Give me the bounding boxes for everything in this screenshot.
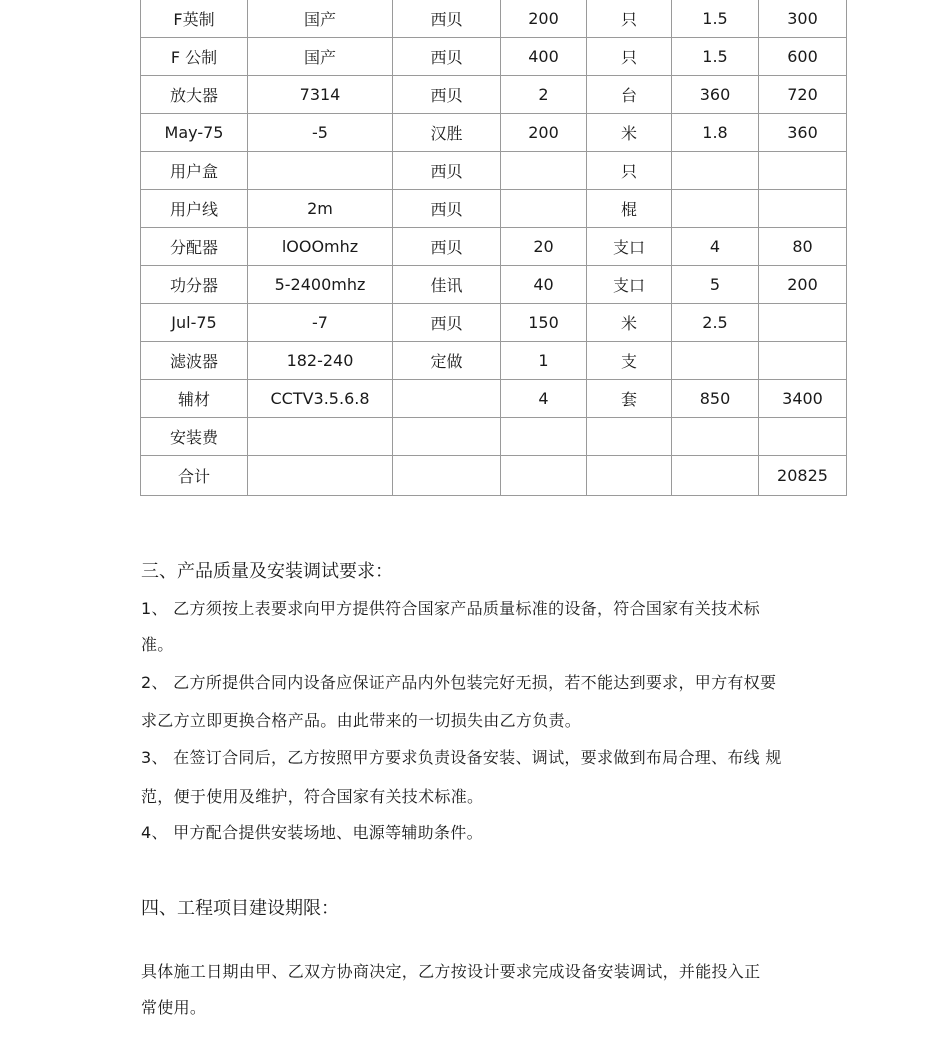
table-cell [672, 190, 759, 228]
equipment-table [140, 0, 847, 496]
table-cell: 360 [672, 76, 759, 114]
table-row [141, 114, 847, 152]
table-cell: 2m [248, 190, 393, 228]
section3-heading: 三、产品质量及安装调试要求： [141, 561, 393, 582]
table-cell: 1.5 [672, 0, 759, 38]
table-cell: 150 [501, 304, 587, 342]
table-cell [248, 418, 393, 456]
section3-line: 3、 在签订合同后，乙方按照甲方要求负责设备安装、调试，要求做到布局合理、布线 规 [141, 748, 782, 767]
table-cell: 米 [587, 304, 672, 342]
table-cell: 200 [501, 0, 587, 38]
section4-line: 常使用。 [141, 998, 207, 1017]
table-cell: 20 [501, 228, 587, 266]
table-row [141, 190, 847, 228]
table-cell [393, 380, 501, 418]
table-cell: 720 [759, 76, 847, 114]
table-cell: 合计 [141, 456, 248, 496]
table-row [141, 380, 847, 418]
table-cell [672, 418, 759, 456]
table-row [141, 152, 847, 190]
table-cell: 80 [759, 228, 847, 266]
table-cell: 支 [587, 342, 672, 380]
table-cell: 850 [672, 380, 759, 418]
table-cell: 40 [501, 266, 587, 304]
section3-line: 4、 甲方配合提供安装场地、电源等辅助条件。 [141, 823, 483, 842]
table-cell: 4 [501, 380, 587, 418]
table-cell: 5 [672, 266, 759, 304]
table-cell [759, 418, 847, 456]
table-cell: F 公制 [141, 38, 248, 76]
table-cell: 7314 [248, 76, 393, 114]
table-cell: 功分器 [141, 266, 248, 304]
table-row [141, 418, 847, 456]
table-cell: 佳讯 [393, 266, 501, 304]
table-cell: 300 [759, 0, 847, 38]
table-cell [672, 456, 759, 496]
table-cell: 3400 [759, 380, 847, 418]
table-cell [672, 152, 759, 190]
table-cell: 1.5 [672, 38, 759, 76]
table-cell: 套 [587, 380, 672, 418]
table-cell: 200 [501, 114, 587, 152]
table-cell [587, 418, 672, 456]
table-cell: 西贝 [393, 190, 501, 228]
table-cell: 米 [587, 114, 672, 152]
table-cell [672, 342, 759, 380]
section4-heading: 四、工程项目建设期限： [141, 898, 339, 919]
table-cell: Jul-75 [141, 304, 248, 342]
table-cell: 定做 [393, 342, 501, 380]
table-row [141, 304, 847, 342]
table-cell: -5 [248, 114, 393, 152]
table-row [141, 456, 847, 496]
table-cell: 只 [587, 38, 672, 76]
section3-line: 2、 乙方所提供合同内设备应保证产品内外包装完好无损，若不能达到要求，甲方有权要 [141, 673, 777, 692]
table-cell: 辅材 [141, 380, 248, 418]
table-cell: 国产 [248, 38, 393, 76]
table-cell [759, 342, 847, 380]
table-cell: 西贝 [393, 0, 501, 38]
table-cell: 放大器 [141, 76, 248, 114]
table-cell [759, 304, 847, 342]
table-row [141, 266, 847, 304]
table-cell: 西贝 [393, 76, 501, 114]
table-cell: 用户线 [141, 190, 248, 228]
table-cell [501, 418, 587, 456]
section3-line: 范，便于使用及维护，符合国家有关技术标准。 [141, 787, 484, 806]
table-cell [759, 190, 847, 228]
table-cell: 2 [501, 76, 587, 114]
table-row [141, 38, 847, 76]
table-cell: 用户盒 [141, 152, 248, 190]
table-row [141, 228, 847, 266]
table-cell: 汉胜 [393, 114, 501, 152]
table-cell [248, 456, 393, 496]
table-cell [248, 152, 393, 190]
table-cell [759, 152, 847, 190]
table-cell: 1.8 [672, 114, 759, 152]
table-cell: 2.5 [672, 304, 759, 342]
table-cell: 分配器 [141, 228, 248, 266]
section3-line: 1、 乙方须按上表要求向甲方提供符合国家产品质量标准的设备，符合国家有关技术标 [141, 599, 760, 618]
table-cell: 只 [587, 152, 672, 190]
table-cell: CCTV3.5.6.8 [248, 380, 393, 418]
table-cell: lOOOmhz [248, 228, 393, 266]
table-cell: 西贝 [393, 304, 501, 342]
table-cell [501, 152, 587, 190]
table-row [141, 76, 847, 114]
section4-line: 具体施工日期由甲、乙双方协商决定，乙方按设计要求完成设备安装调试，并能投入正 [141, 962, 761, 981]
table-cell: F英制 [141, 0, 248, 38]
table-cell: 滤波器 [141, 342, 248, 380]
table-cell: 182-240 [248, 342, 393, 380]
table-cell [501, 456, 587, 496]
section3-line: 求乙方立即更换合格产品。由此带来的一切损失由乙方负责。 [141, 711, 582, 730]
table-cell: 西贝 [393, 38, 501, 76]
table-row [141, 0, 847, 38]
table-cell: 4 [672, 228, 759, 266]
table-cell: 20825 [759, 456, 847, 496]
table-cell: 只 [587, 0, 672, 38]
table-cell: 西贝 [393, 152, 501, 190]
table-cell: 西贝 [393, 228, 501, 266]
table-cell: 360 [759, 114, 847, 152]
equipment-table-body [141, 0, 847, 496]
table-cell: 安装费 [141, 418, 248, 456]
table-cell: May-75 [141, 114, 248, 152]
table-cell [393, 418, 501, 456]
table-cell: 支口 [587, 228, 672, 266]
table-row [141, 342, 847, 380]
table-cell: 1 [501, 342, 587, 380]
table-cell: 600 [759, 38, 847, 76]
table-cell: -7 [248, 304, 393, 342]
table-cell [587, 456, 672, 496]
table-cell: 国产 [248, 0, 393, 38]
table-cell: 400 [501, 38, 587, 76]
table-cell: 台 [587, 76, 672, 114]
table-cell: 5-2400mhz [248, 266, 393, 304]
section3-line: 准。 [141, 635, 174, 654]
table-cell [393, 456, 501, 496]
table-cell [501, 190, 587, 228]
table-cell: 200 [759, 266, 847, 304]
table-cell: 支口 [587, 266, 672, 304]
table-cell: 棍 [587, 190, 672, 228]
